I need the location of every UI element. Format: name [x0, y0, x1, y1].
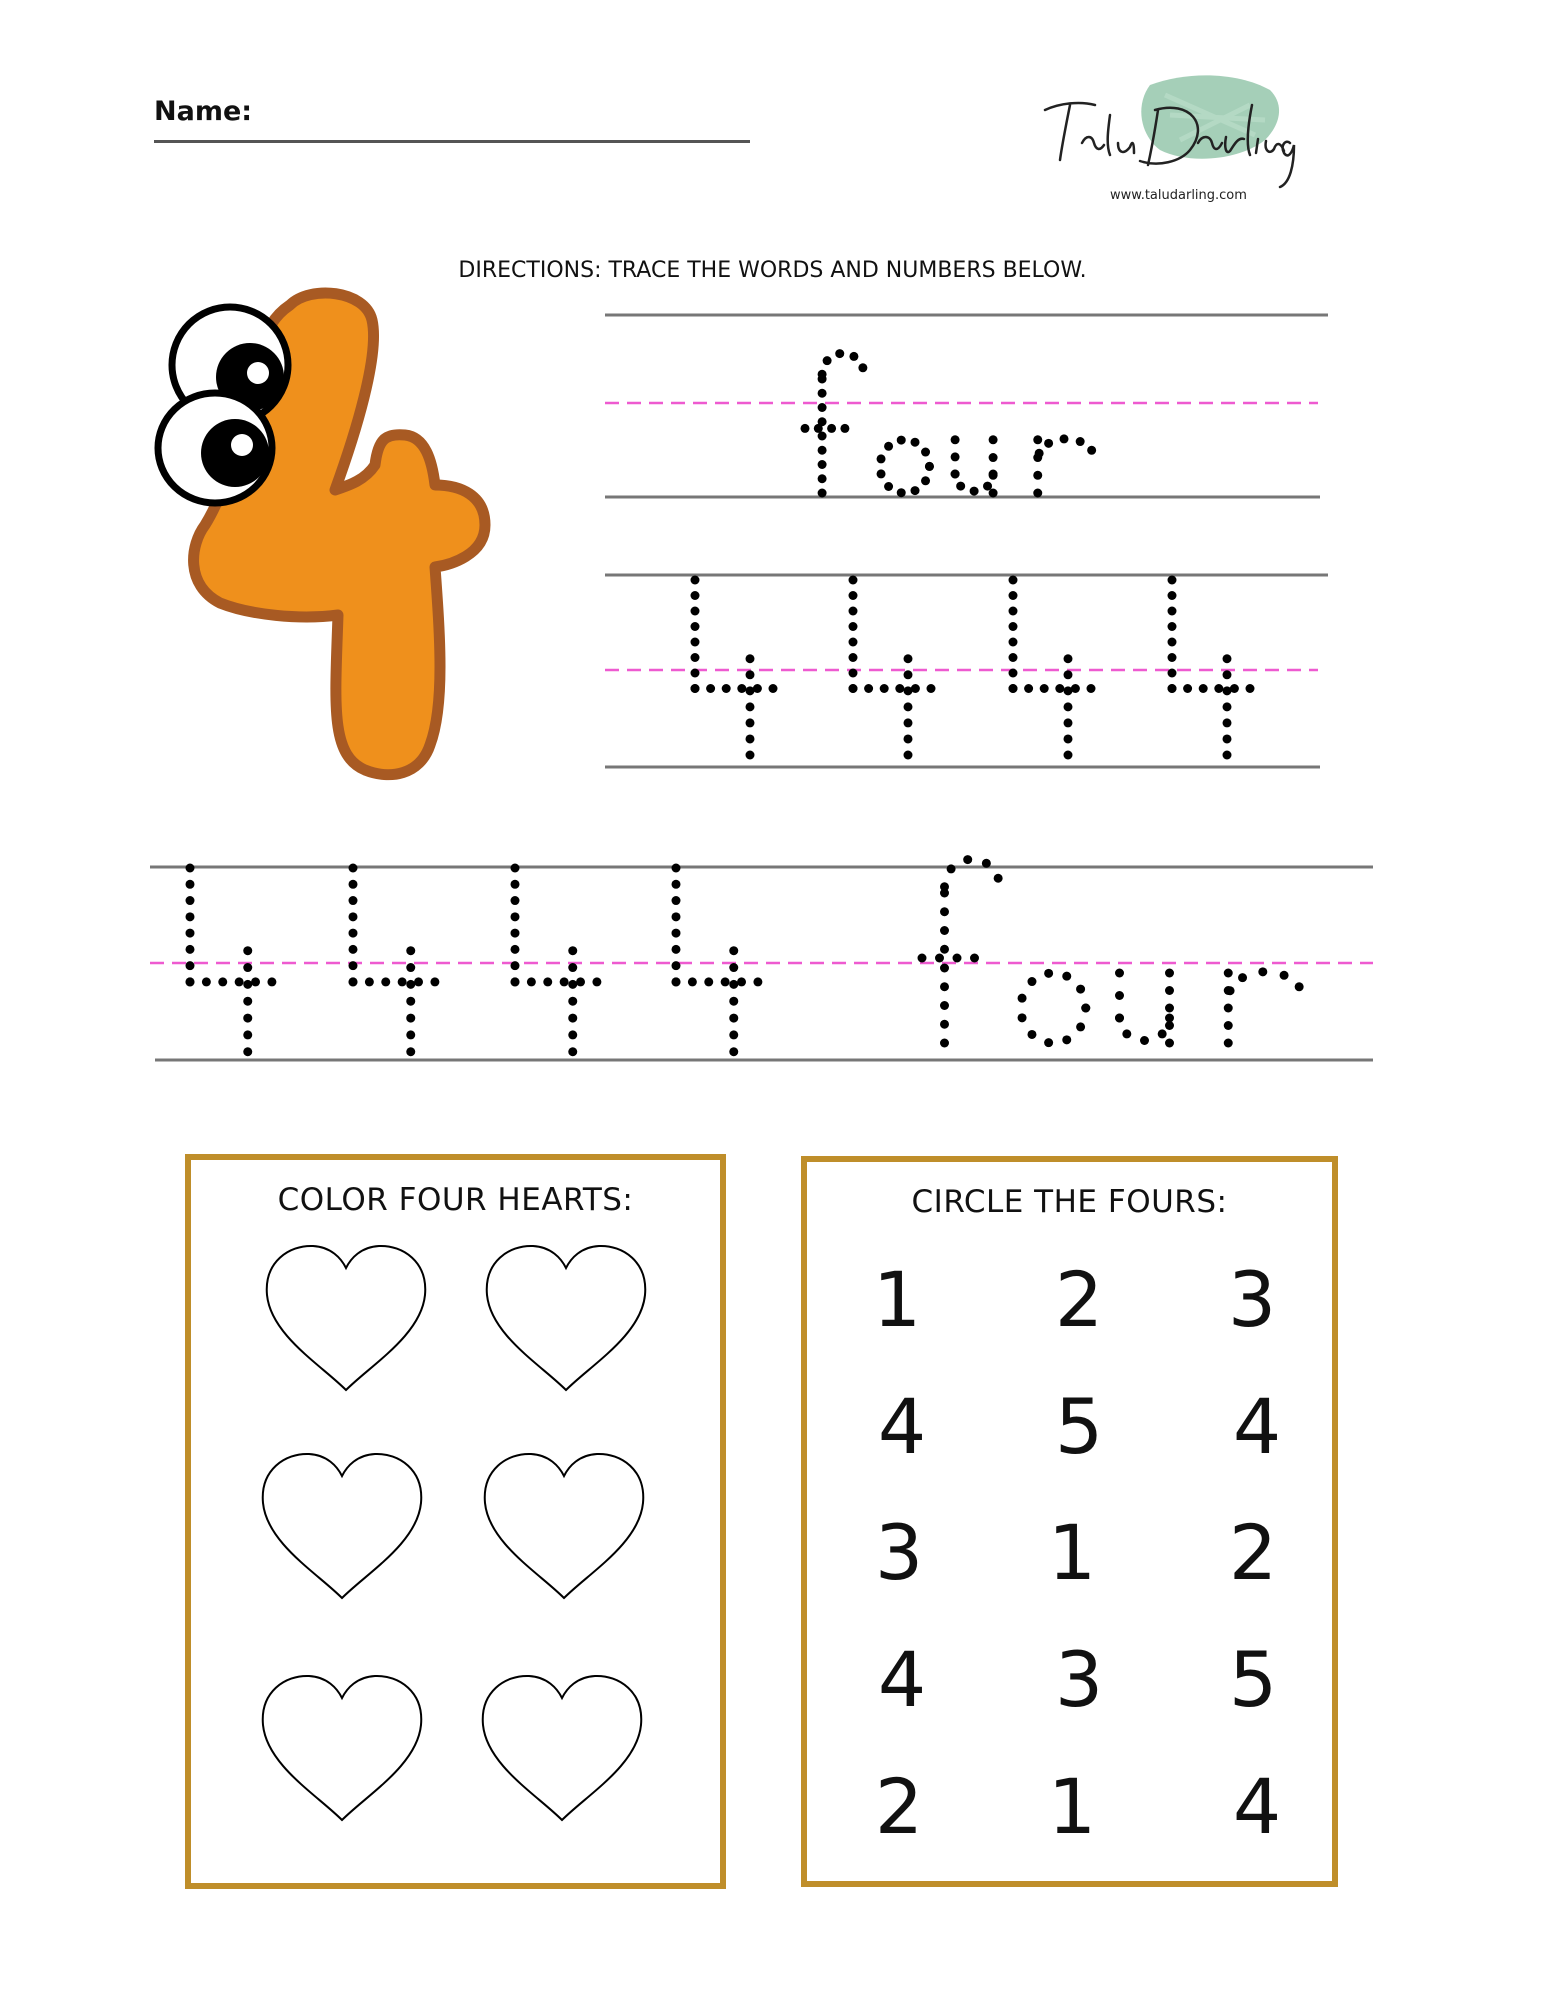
number-cell[interactable]: 4	[1232, 1382, 1282, 1471]
number-cell[interactable]: 3	[1227, 1255, 1277, 1344]
number-cell[interactable]: 3	[1054, 1635, 1104, 1724]
directions-text: DIRECTIONS: TRACE THE WORDS AND NUMBERS BELOW.	[458, 258, 1087, 283]
name-writing-line[interactable]	[154, 140, 750, 143]
number-cell[interactable]: 2	[1054, 1255, 1104, 1344]
circle-fours-section	[801, 1156, 1338, 1887]
number-cell[interactable]: 2	[874, 1762, 924, 1851]
hearts-section-title: COLOR FOUR HEARTS:	[277, 1182, 634, 1218]
number-cell[interactable]: 2	[1228, 1508, 1278, 1597]
number-cell[interactable]: 1	[872, 1255, 922, 1344]
number-cell[interactable]: 4	[877, 1635, 927, 1724]
heart-outline-4[interactable]	[479, 1448, 649, 1608]
heart-outline-1[interactable]	[261, 1240, 431, 1400]
number-cell[interactable]: 5	[1228, 1635, 1278, 1724]
heart-outline-5[interactable]	[257, 1670, 427, 1830]
number-cell[interactable]: 4	[877, 1382, 927, 1471]
heart-outline-3[interactable]	[257, 1448, 427, 1608]
number-cell[interactable]: 4	[1232, 1762, 1282, 1851]
number-cell[interactable]: 1	[1047, 1762, 1097, 1851]
name-label: Name:	[154, 96, 253, 127]
brand-url: www.taludarling.com	[1110, 188, 1247, 203]
number-cell[interactable]: 5	[1054, 1382, 1104, 1471]
heart-outline-2[interactable]	[481, 1240, 651, 1400]
number-cell[interactable]: 3	[874, 1508, 924, 1597]
number-four-mascot	[150, 285, 560, 795]
heart-outline-6[interactable]	[477, 1670, 647, 1830]
fours-section-title: CIRCLE THE FOURS:	[911, 1184, 1228, 1220]
color-hearts-section	[185, 1154, 726, 1889]
number-cell[interactable]: 1	[1047, 1508, 1097, 1597]
